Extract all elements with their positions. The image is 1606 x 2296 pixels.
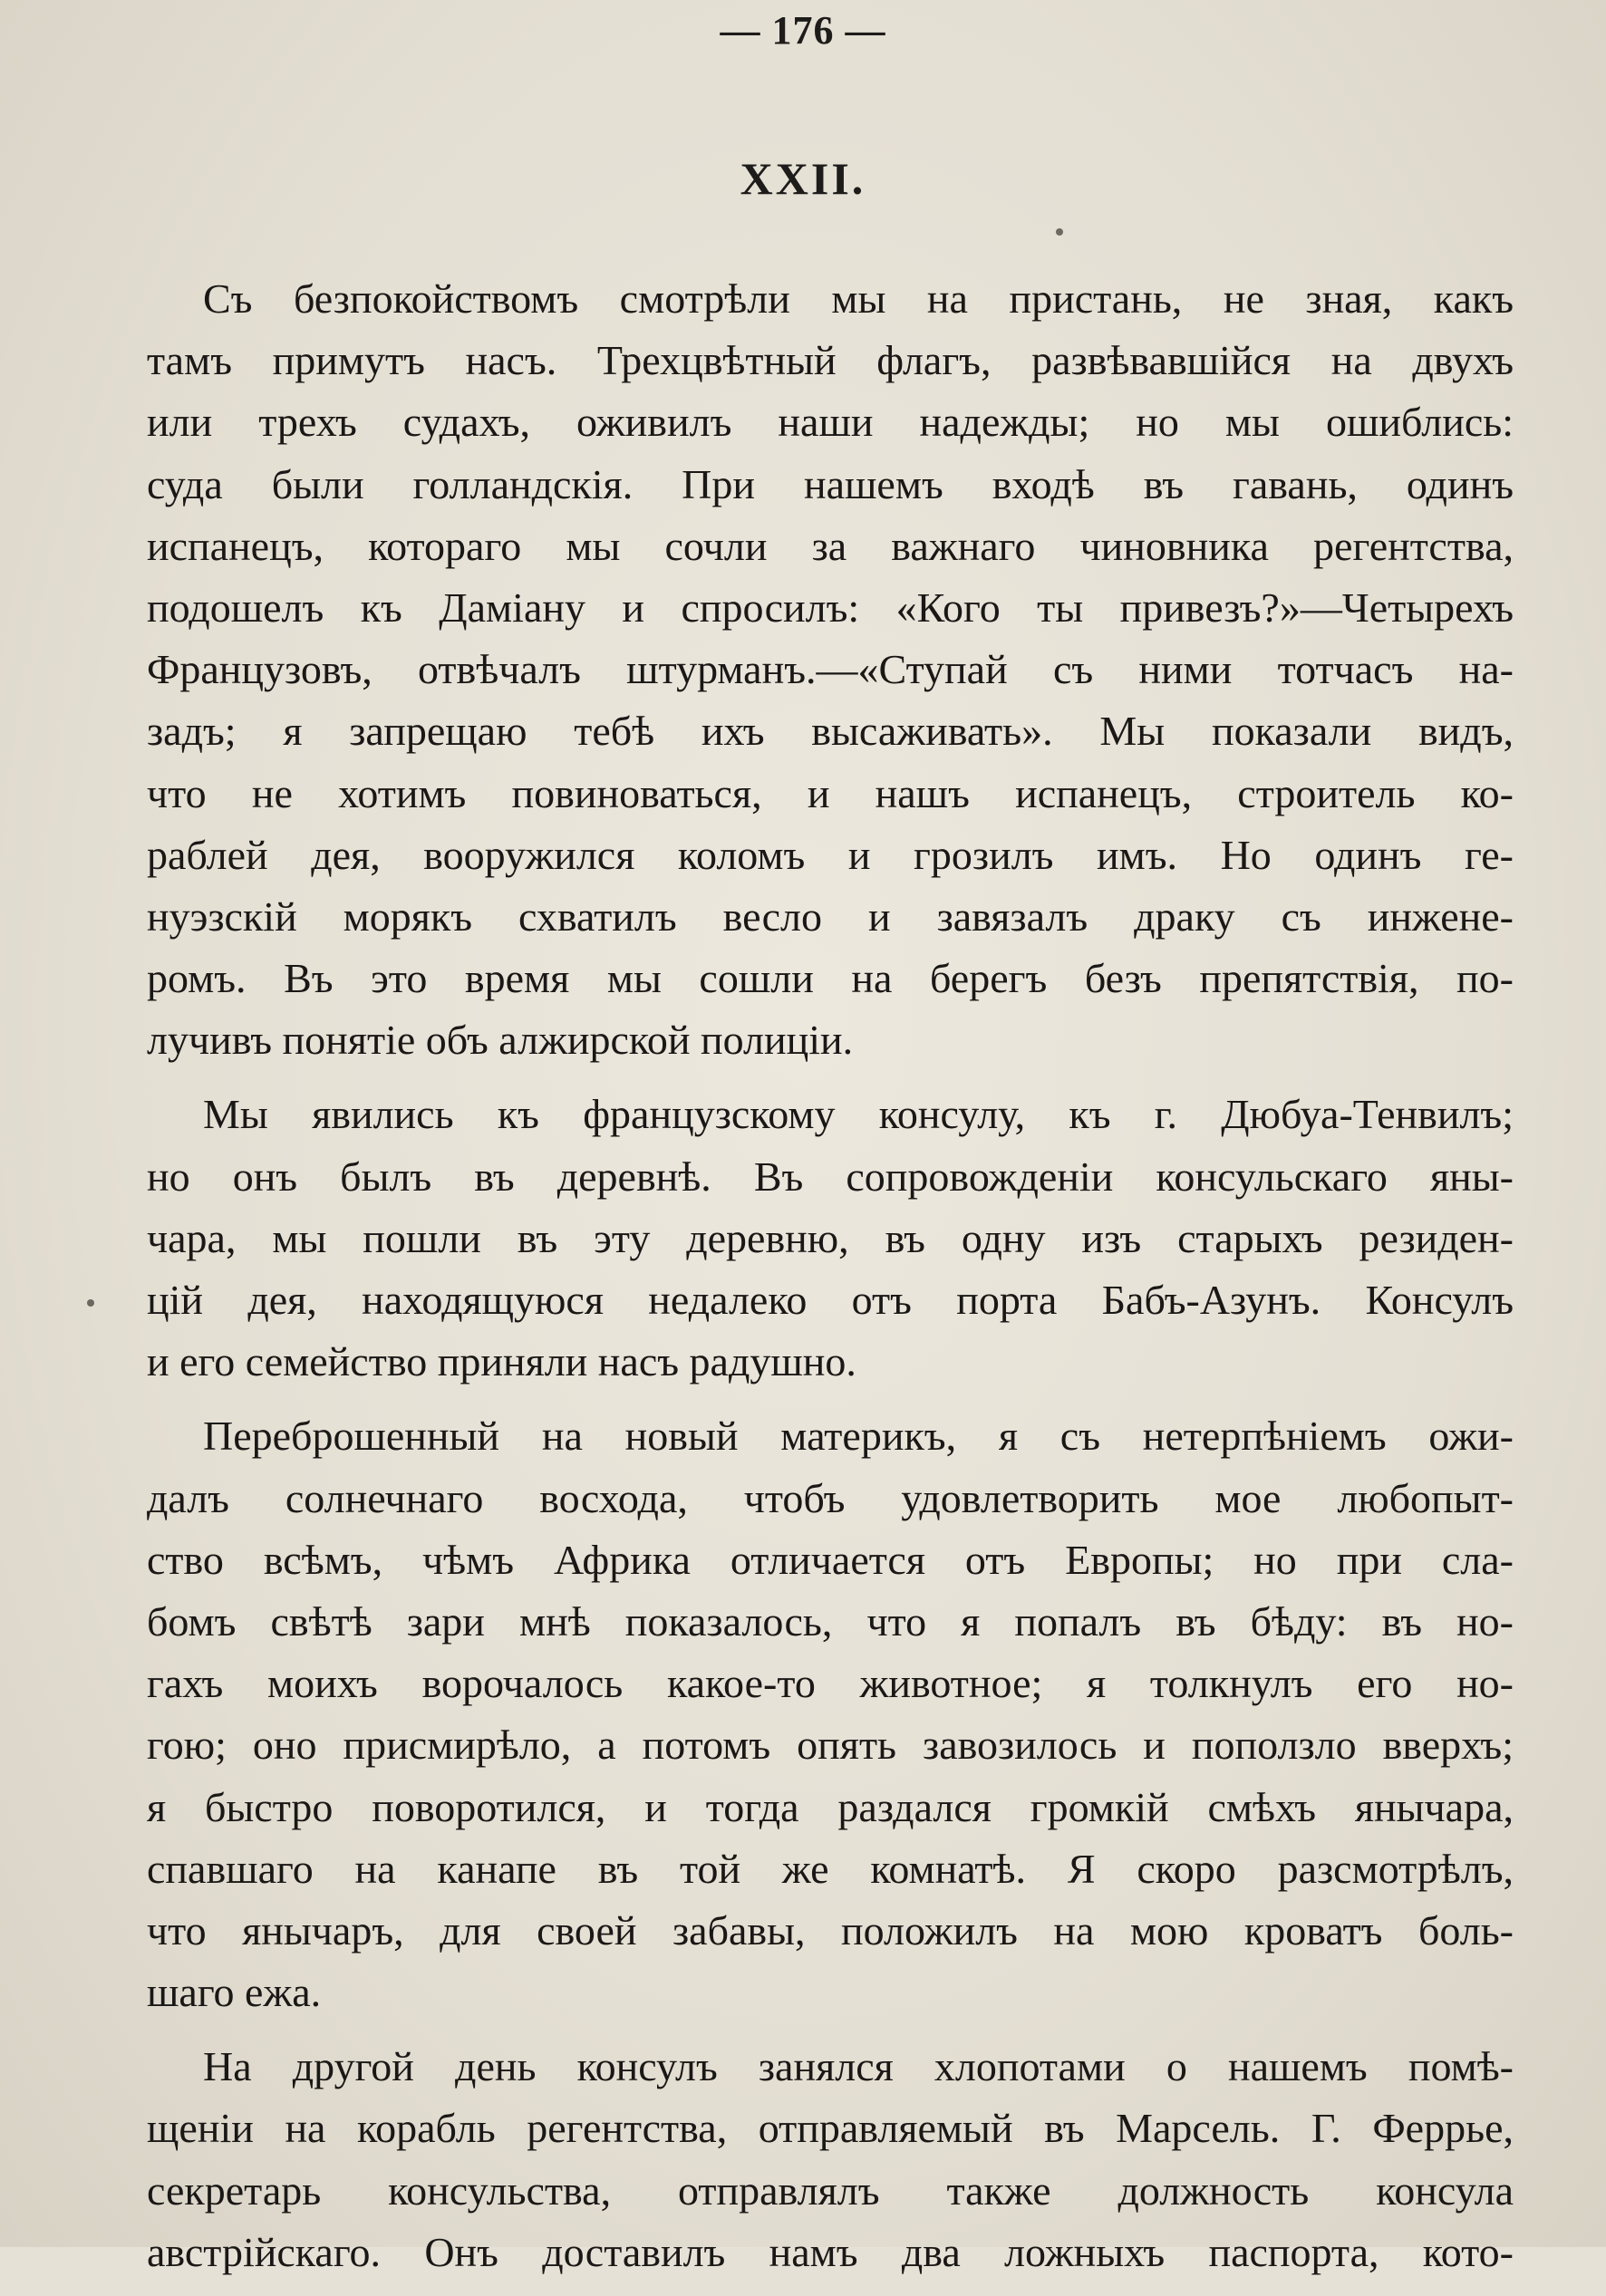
paragraph — [147, 1084, 1514, 1393]
text-line: гою; оно присмирѣло, а потомъ опять завозилось и поползло вверхъ; — [147, 1722, 1514, 1769]
paragraph — [147, 268, 1514, 1071]
text-line: что янычаръ, для своей забавы, положилъ на мою кроватъ боль- — [147, 1906, 1514, 1954]
text-line: австрійскаго. Онъ доставилъ намъ два ложныхъ паспорта, кото- — [147, 2228, 1514, 2275]
ink-speck — [87, 1299, 94, 1307]
text-line: Переброшенный на новый материкъ, я съ нетерпѣніемъ ожи- — [203, 1413, 1514, 1460]
text-line: щеніи на корабль регентства, отправляемый въ Марсель. Г. Феррье, — [147, 2105, 1514, 2152]
text-line: далъ солнечнаго восхода, чтобъ удовлетворить мое любопыт- — [147, 1474, 1514, 1521]
page-number: — 176 — — [720, 8, 886, 53]
text-line: чара, мы пошли въ эту деревню, въ одну изъ старыхъ резиден- — [147, 1214, 1514, 1261]
body-text — [147, 268, 1514, 2296]
text-line: шаго ежа. — [147, 1969, 322, 2016]
paragraph — [147, 2036, 1514, 2283]
text-line: лучивъ понятіе объ алжирской полиціи. — [147, 1017, 854, 1064]
text-line: я быстро поворотился, и тогда раздался громкій смѣхъ янычара, — [147, 1783, 1514, 1830]
text-line: спавшаго на канапе въ той же комнатѣ. Я скоро разсмотрѣлъ, — [147, 1845, 1514, 1892]
text-line: раблей дея, вооружился коломъ и грозилъ имъ. Но одинъ ге- — [147, 831, 1514, 878]
ink-speck — [1056, 228, 1063, 236]
text-line: или трехъ судахъ, оживилъ наши надежды; но мы ошиблись: — [147, 399, 1514, 446]
text-line: ство всѣмъ, чѣмъ Африка отличается отъ Европы; но при сла- — [147, 1536, 1514, 1583]
text-line: но онъ былъ въ деревнѣ. Въ сопровожденіи консульскаго яны- — [147, 1153, 1514, 1200]
text-line: подошелъ къ Даміану и спросилъ: «Кого ты привезъ?»—Четырехъ — [147, 584, 1514, 631]
text-line: суда были голландскія. При нашемъ входѣ въ гавань, одинъ — [147, 460, 1514, 507]
paragraph — [147, 1405, 1514, 2023]
text-line: Съ безпокойствомъ смотрѣли мы на пристань, не зная, какъ — [203, 275, 1514, 322]
text-line: бомъ свѣтѣ зари мнѣ показалось, что я попалъ въ бѣду: въ но- — [147, 1597, 1514, 1645]
text-line: На другой день консулъ занялся хлопотами о нашемъ помѣ- — [203, 2043, 1514, 2090]
text-line: Мы явились къ французскому консулу, къ г. Дюбуа-Тенвилъ; — [203, 1091, 1514, 1138]
text-line: нуэзскій морякъ схватилъ весло и завязалъ драку съ инжене- — [147, 892, 1514, 940]
text-line: тамъ примутъ насъ. Трехцвѣтный флагъ, развѣвавшійся на двухъ — [147, 337, 1514, 384]
text-line: что не хотимъ повиноваться, и нашъ испанецъ, строитель ко- — [147, 769, 1514, 816]
chapter-number: XXII. — [740, 153, 866, 204]
text-line: гахъ моихъ ворочалось какое-то животное; я толкнулъ его но- — [147, 1660, 1514, 1707]
text-line: ромъ. Въ это время мы сошли на берегъ безъ препятствія, по- — [147, 955, 1514, 1002]
text-line: испанецъ, котораго мы сочли за важнаго чиновника регентства, — [147, 522, 1514, 569]
text-line: цій дея, находящуюся недалеко отъ порта Бабъ-Азунъ. Консулъ — [147, 1277, 1514, 1323]
text-line: секретарь консульства, отправлялъ также должность консула — [147, 2166, 1514, 2214]
text-line: Французовъ, отвѣчалъ штурманъ.—«Ступай съ ними тотчасъ на- — [147, 646, 1514, 693]
text-line: задъ; я запрещаю тебѣ ихъ высаживать». Мы показали видъ, — [147, 708, 1514, 755]
text-line: и его семейство приняли насъ радушно. — [147, 1338, 856, 1385]
